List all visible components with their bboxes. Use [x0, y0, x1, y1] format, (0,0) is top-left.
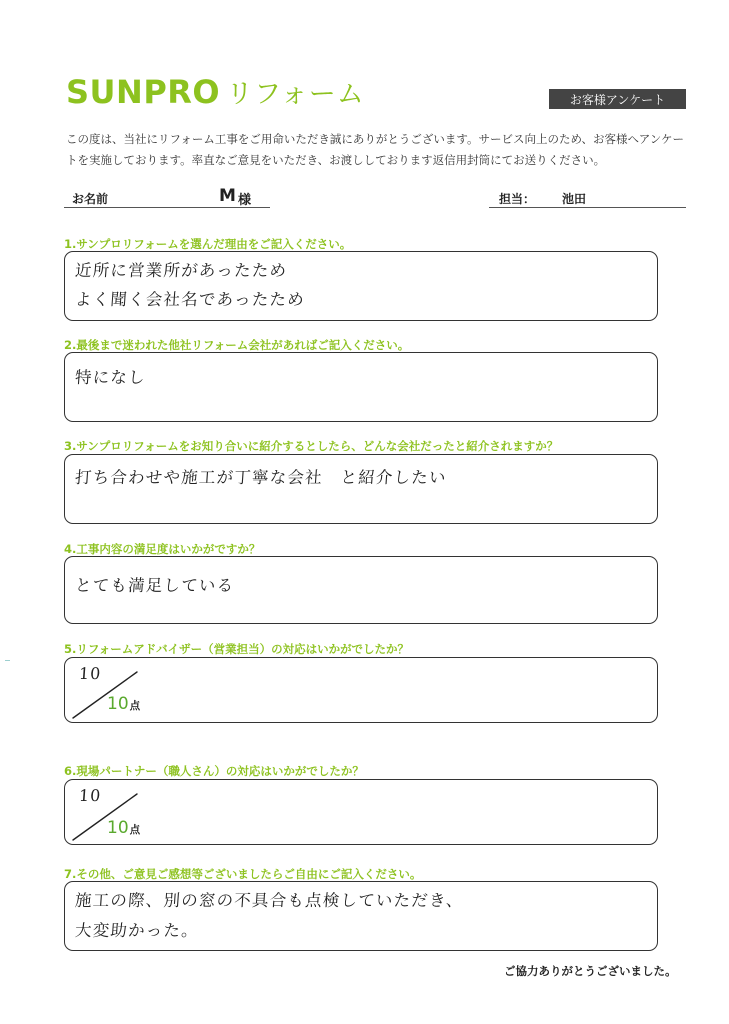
logo-suffix: リフォーム — [226, 79, 365, 110]
question-4-label: 4.工事内容の満足度はいかがですか？ — [64, 542, 261, 556]
question-5-label: 5.リフォームアドバイザー（営業担当）の対応はいかがでしたか？ — [64, 642, 410, 656]
name-underline — [64, 207, 270, 208]
intro-text — [66, 129, 686, 171]
score-6-number: 10 — [107, 818, 129, 838]
company-logo — [66, 73, 365, 111]
score-6-handwritten: 10 — [78, 786, 103, 805]
question-6-answer-box — [64, 779, 658, 845]
answer-1-line-2: よく聞く会社名であったため — [74, 290, 306, 309]
question-4-answer-box — [64, 556, 658, 624]
staff-underline — [489, 207, 686, 208]
question-7-answer-box — [64, 881, 658, 951]
name-label: お名前 — [72, 192, 109, 206]
survey-title-badge: お客様アンケート — [549, 89, 686, 109]
name-value: M — [219, 186, 236, 206]
question-5-answer-box — [64, 657, 658, 723]
question-1-label: 1.サンプロリフォームを選んだ理由をご記入ください。 — [64, 237, 352, 251]
score-6-unit: 点 — [129, 824, 141, 836]
answer-7-line-1: 施工の際、別の窓の不具合も点検していただき、 — [74, 891, 465, 910]
score-5-area — [65, 658, 185, 722]
answer-2-line-1: 特になし — [74, 368, 147, 387]
name-honorific: 様 — [238, 193, 252, 208]
staff-label: 担当： — [499, 192, 536, 206]
question-1-answer-box — [64, 251, 658, 321]
score-5-handwritten: 10 — [78, 664, 103, 683]
score-5-number: 10 — [107, 694, 129, 714]
staff-value: 池田 — [562, 192, 587, 206]
answer-3-line-1: 打ち合わせや施工が丁寧な会社 と紹介したい — [74, 468, 448, 487]
score-6-area — [65, 780, 185, 844]
score-5-value — [107, 694, 140, 714]
score-6-value — [107, 818, 140, 838]
question-2-label: 2.最後まで迷われた他社リフォーム会社があればご記入ください。 — [64, 338, 410, 352]
answer-4-line-1: とても満足している — [74, 576, 235, 595]
question-2-answer-box — [64, 352, 658, 422]
intro-line-1: この度は、当社にリフォーム工事をご用命いただき誠にありがとうございます。サービス向上のため、お客様へアンケー — [66, 132, 685, 146]
intro-line-2: トを実施しております。率直なご意見をいただき、お渡ししております返信用封筒にてお送りください。 — [66, 153, 606, 167]
question-7-label: 7.その他、ご意見ご感想等ございましたらご自由にご記入ください。 — [64, 867, 422, 881]
thanks-message: ご協力ありがとうございました。 — [504, 964, 677, 978]
score-5-unit: 点 — [129, 700, 141, 712]
logo-brand: SUNPRO — [66, 73, 221, 111]
answer-1-line-1: 近所に営業所があったため — [74, 261, 288, 280]
answer-7-line-2: 大変助かった。 — [74, 921, 200, 940]
question-3-answer-box — [64, 454, 658, 524]
question-6-label: 6.現場パートナー（職人さん）の対応はいかがでしたか？ — [64, 764, 364, 778]
question-3-label: 3.サンプロリフォームをお知り合いに紹介するとしたら、どんな会社だったと紹介されますか？ — [64, 439, 559, 453]
scan-edge-mark — [5, 660, 10, 661]
